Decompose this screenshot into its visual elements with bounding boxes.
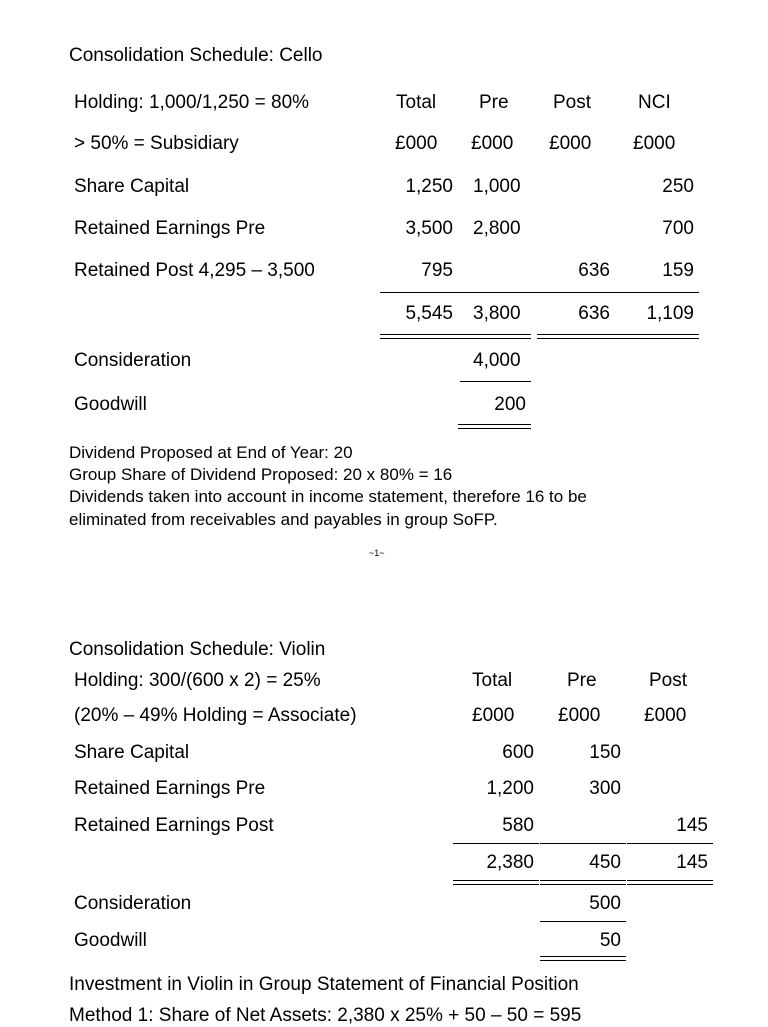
cello-row-pre: 2,800 [473, 218, 521, 239]
violin-row-label: Retained Earnings Pre [74, 778, 266, 799]
cello-note: Group Share of Dividend Proposed: 20 x 80% = 16 [69, 465, 453, 484]
cello-row-nci: 159 [662, 260, 694, 281]
cello-note: eliminated from receivables and payables in group SoFP. [69, 510, 498, 529]
cello-row-label: Retained Post 4,295 – 3,500 [74, 260, 315, 281]
cello-total-post: 636 [578, 303, 610, 324]
violin-unit-total: £000 [472, 705, 515, 726]
violin-total-pre: 450 [589, 852, 621, 873]
violin-unit-post: £000 [644, 705, 687, 726]
violin-goodwill-value: 50 [599, 930, 621, 951]
violin-subtotal-line [540, 843, 626, 844]
cello-row-nci: 250 [662, 176, 694, 197]
cello-row-label: Retained Earnings Pre [74, 218, 266, 239]
cello-unit-nci: £000 [633, 133, 676, 154]
violin-consideration-value: 500 [589, 893, 621, 914]
violin-holding: Holding: 300/(600 x 2) = 25% [74, 670, 321, 691]
violin-double-line [540, 880, 626, 885]
cello-row-label: Share Capital [74, 176, 190, 197]
cello-row-nci: 700 [662, 218, 694, 239]
violin-total-total: 2,380 [486, 852, 534, 873]
cello-row-post: 636 [578, 260, 610, 281]
violin-goodwill-label: Goodwill [74, 930, 147, 951]
violin-double-line [453, 880, 539, 885]
violin-header-pre: Pre [567, 670, 597, 691]
cello-unit-post: £000 [549, 133, 592, 154]
violin-status: (20% – 49% Holding = Associate) [74, 705, 357, 726]
violin-row-total: 1,200 [486, 778, 534, 799]
cello-subtotal-line [380, 292, 699, 293]
violin-double-line [627, 880, 713, 885]
violin-row-pre: 150 [589, 742, 621, 763]
cello-row-total: 3,500 [405, 218, 453, 239]
violin-goodwill-double-line [540, 956, 626, 961]
cello-note: Dividends taken into account in income statement, therefore 16 to be [69, 487, 587, 506]
cello-total-pre: 3,800 [473, 303, 521, 324]
violin-subtotal-line [627, 843, 713, 844]
cello-header-total: Total [396, 92, 437, 113]
cello-consideration-label: Consideration [74, 350, 192, 371]
cello-total-nci: 1,109 [646, 303, 694, 324]
cello-consideration-line [460, 381, 531, 382]
cello-status: > 50% = Subsidiary [74, 133, 239, 154]
violin-unit-pre: £000 [558, 705, 601, 726]
violin-consideration-line [540, 921, 626, 922]
cello-header-post: Post [553, 92, 592, 113]
cello-total-total: 5,545 [405, 303, 453, 324]
violin-row-pre: 300 [589, 778, 621, 799]
violin-row-label: Retained Earnings Post [74, 815, 274, 836]
violin-method-1: Method 1: Share of Net Assets: 2,380 x 25% + 50 – 50 = 595 [69, 1005, 582, 1026]
cello-unit-pre: £000 [471, 133, 514, 154]
violin-header-post: Post [649, 670, 688, 691]
cello-row-pre: 1,000 [473, 176, 521, 197]
cello-double-line [537, 334, 699, 339]
violin-total-post: 145 [676, 852, 708, 873]
cello-unit-total: £000 [395, 133, 438, 154]
violin-header-total: Total [472, 670, 513, 691]
cello-goodwill-value: 200 [494, 394, 526, 415]
cello-goodwill-double-line [458, 424, 531, 429]
cello-row-total: 1,250 [405, 176, 453, 197]
cello-goodwill-label: Goodwill [74, 394, 147, 415]
cello-note: Dividend Proposed at End of Year: 20 [69, 443, 353, 462]
cello-row-total: 795 [421, 260, 453, 281]
page-number: ~1~ [369, 548, 385, 558]
violin-row-total: 600 [502, 742, 534, 763]
violin-investment-heading: Investment in Violin in Group Statement of Financial Position [69, 974, 579, 995]
violin-consideration-label: Consideration [74, 893, 192, 914]
violin-row-total: 580 [502, 815, 534, 836]
cello-holding: Holding: 1,000/1,250 = 80% [74, 92, 310, 113]
violin-title: Consolidation Schedule: Violin [69, 639, 326, 660]
violin-row-post: 145 [676, 815, 708, 836]
violin-row-label: Share Capital [74, 742, 190, 763]
cello-consideration-value: 4,000 [473, 350, 521, 371]
cello-header-nci: NCI [638, 92, 671, 113]
cello-double-line [380, 334, 531, 339]
violin-subtotal-line [453, 843, 539, 844]
cello-title: Consolidation Schedule: Cello [69, 45, 323, 66]
cello-header-pre: Pre [479, 92, 509, 113]
